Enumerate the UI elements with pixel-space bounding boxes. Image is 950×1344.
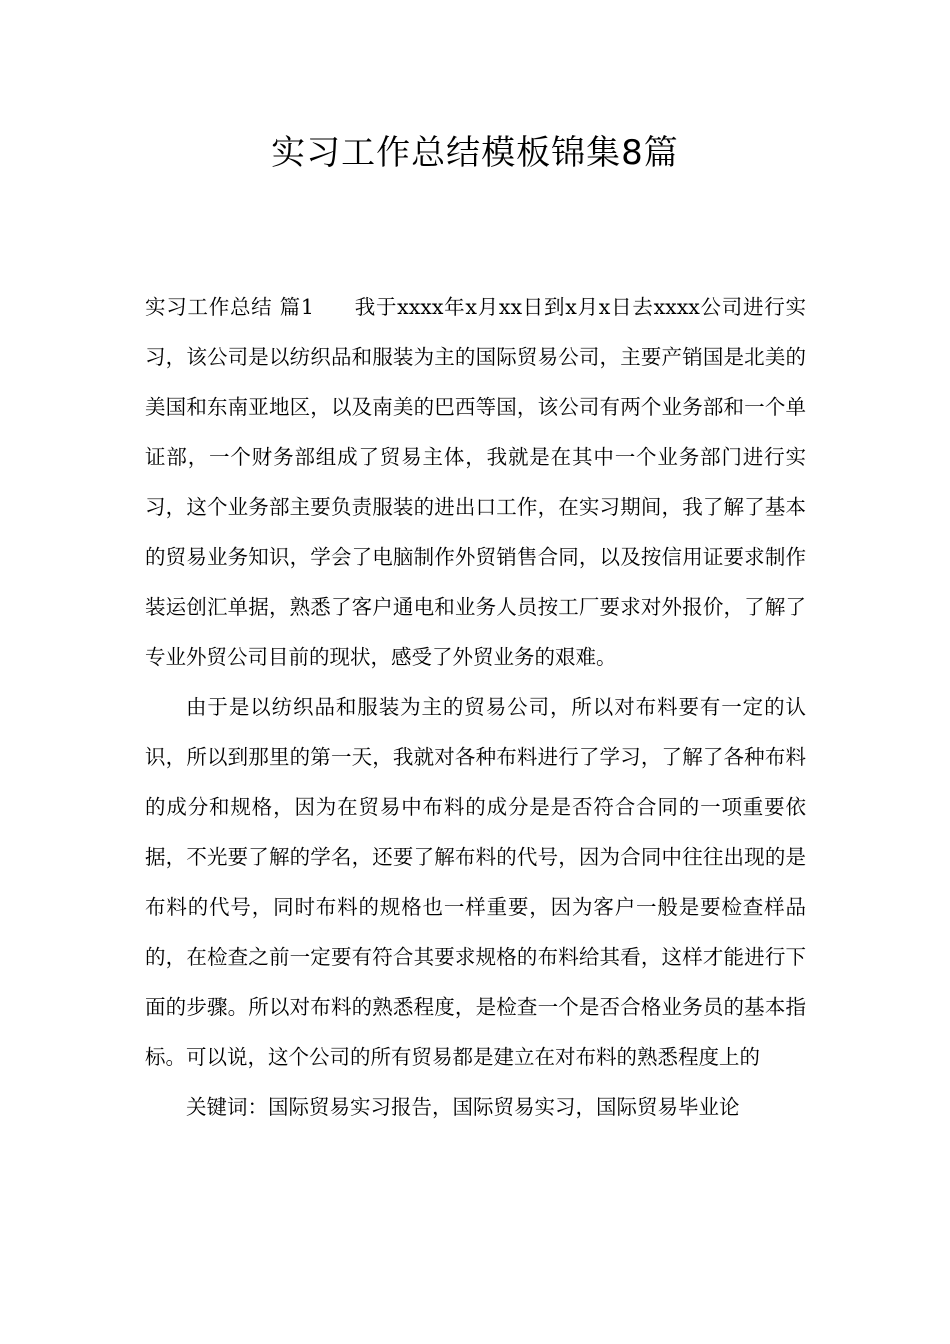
paragraph-3: 关键词：国际贸易实习报告，国际贸易实习，国际贸易毕业论 [186, 1095, 740, 1119]
document-title: 实习工作总结模板锦集8篇 [271, 133, 679, 173]
paragraph-1 [145, 282, 806, 682]
paragraph-2: 由于是以纺织品和服装为主的贸易公司，所以对布料要有一定的认识，所以到那里的第一天，我就对各种布料进行了学习，了解了各种布料的成分和规格，因为在贸易中布料的成分是是否符合合同的一项重要依据，不光要了解的学名，还要了解布料的代号，因为合同中往往出现的是布料的代号，同时布料的规格也一样重要，因为客户一般是要检查样品的，在检查之前一定要有符合其要求规格的布料给其看，这样才能进行下面的步骤。所以对布料的熟悉程度，是检查一个是否合格业务员的基本指标。可以说，这个公司的所有贸易都是建立在对布料的熟悉程度上的 [145, 695, 806, 1069]
paragraph-1-text: 我于xxxx年x月xx日到x月x日去xxxx公司进行实习，该公司是以纺织品和服装为主的国际贸易公司，主要产销国是北美的美国和东南亚地区，以及南美的巴西等国，该公司有两个业务部和一个单证部，一个财务部组成了贸易主体，我就是在其中一个业务部门进行实习，这个业务部主要负责服装的进出口工作，在实习期间，我了解了基本的贸易业务知识，学会了电脑制作外贸销售合同，以及按信用证要求制作装运创汇单据，熟悉了客户通电和业务人员按工厂要求对外报价，了解了专业外贸公司目前的现状，感受了外贸业务的艰难。 [145, 295, 807, 669]
document-body [145, 282, 806, 1132]
section-label: 实习工作总结 篇1 [145, 295, 314, 319]
